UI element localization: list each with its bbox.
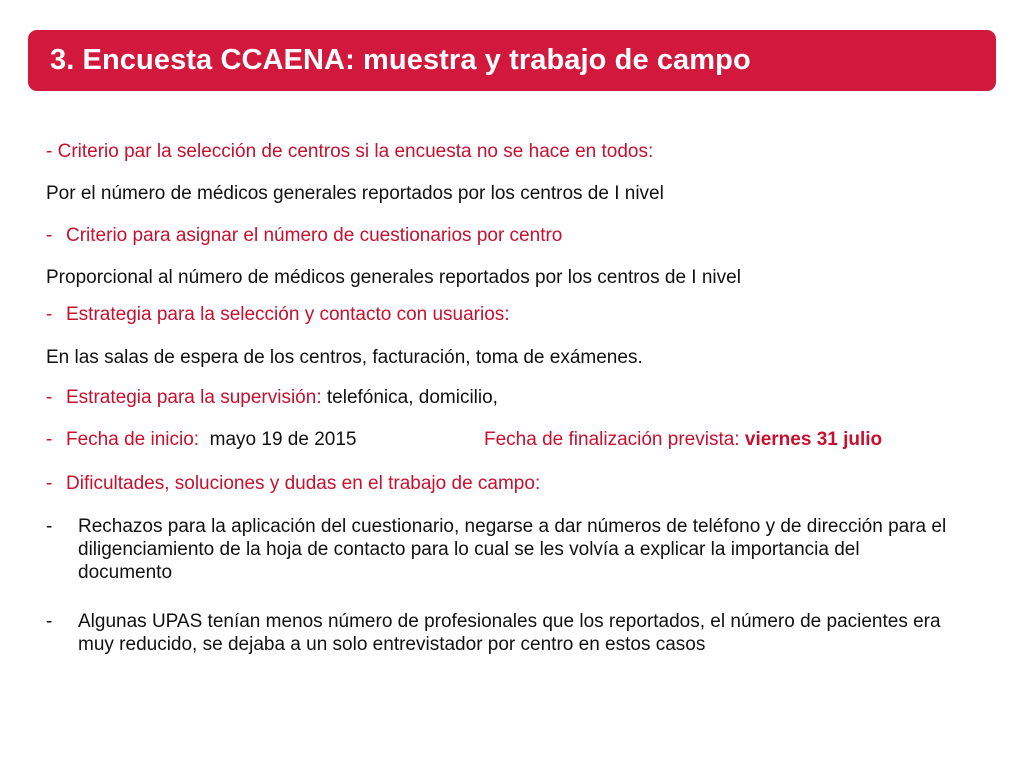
- bullet-dash: -: [46, 516, 53, 537]
- dash: -: [46, 429, 53, 450]
- fecha-inicio-value: mayo 19 de 2015: [209, 429, 357, 450]
- fecha-fin-value: viernes 31 julio: [744, 429, 883, 450]
- estrategia-seleccion-answer: En las salas de espera de los centros, facturación, toma de exámenes.: [46, 347, 643, 368]
- bullet-dash: -: [46, 611, 53, 632]
- criterio-asignar-answer: Proporcional al número de médicos generales reportados por los centros de I nivel: [46, 267, 741, 288]
- criterio-seleccion-line: - Criterio par la selección de centros si la encuesta no se hace en todos:: [46, 141, 654, 162]
- dash: -: [46, 225, 53, 246]
- colon: :: [504, 304, 510, 325]
- estrategia-supervision-line: [46, 386, 498, 409]
- estrategia-seleccion-line: [46, 303, 510, 326]
- criterio-asignar-line: [46, 224, 562, 247]
- dificultades-label: Dificultades, soluciones y dudas en el trabajo de campo:: [66, 473, 541, 494]
- title-bar: [28, 30, 996, 91]
- slide-title: 3. Encuesta CCAENA: muestra y trabajo de campo: [50, 44, 751, 76]
- dash: -: [46, 304, 53, 325]
- fecha-fin: [484, 428, 882, 451]
- estrategia-supervision-value: telefónica, domicilio,: [326, 387, 498, 408]
- dificultades-line: [46, 472, 540, 495]
- criterio-asignar-label: Criterio para asignar el número de cuestionarios por centro: [66, 225, 563, 246]
- colon: :: [316, 387, 322, 408]
- fecha-inicio-label: Fecha de inicio:: [66, 429, 200, 450]
- criterio-seleccion-answer: Por el número de médicos generales reportados por los centros de I nivel: [46, 183, 664, 204]
- list-item: [46, 515, 951, 584]
- dash: -: [46, 473, 53, 494]
- estrategia-supervision-label: Estrategia para la supervisión: [66, 387, 317, 408]
- bullet-text: Algunas UPAS tenían menos número de profesionales que los reportados, el número de pacientes era muy reducido, se dejaba a un solo entrevistador por centro en estos casos: [78, 611, 941, 655]
- estrategia-seleccion-label: Estrategia para la selección y contacto con usuarios: [66, 304, 505, 325]
- fecha-fin-label: Fecha de finalización prevista:: [484, 429, 740, 450]
- list-item: [46, 610, 951, 656]
- bullet-text: Rechazos para la aplicación del cuestionario, negarse a dar números de teléfono y de dirección para el diligenciamiento de la hoja de contacto para lo cual se les volvía a explicar la importancia del documento: [78, 516, 947, 583]
- dash: -: [46, 387, 53, 408]
- fechas-line: [46, 428, 976, 451]
